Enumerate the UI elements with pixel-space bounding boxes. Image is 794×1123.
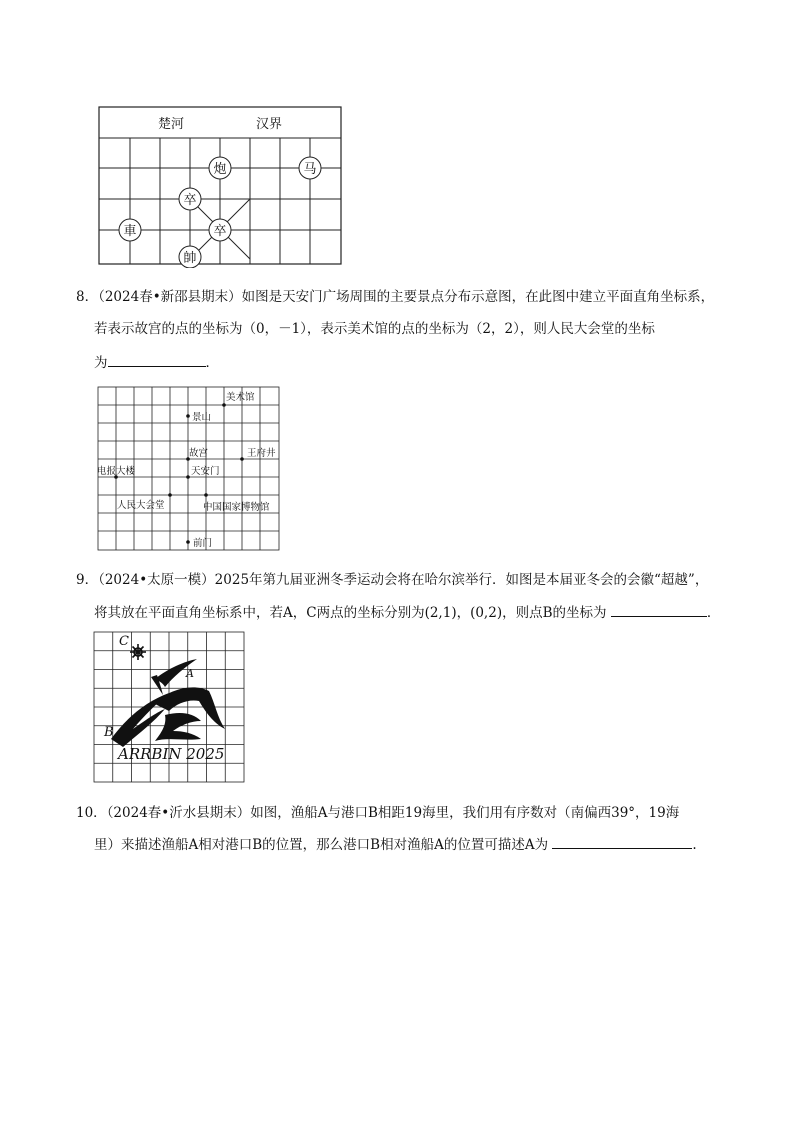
q9-line-2 [94,602,720,622]
chess-piece-zu-1-label: 卒 [183,193,197,208]
map-label-jingshan: 景山 [192,412,212,423]
logo-label-c: C [119,634,129,649]
q10-line-1 [76,804,679,822]
chess-piece-che [119,219,141,241]
map-point-meishuguan [222,403,226,407]
map-label-qianmen: 前门 [193,538,213,549]
tiananmen-map-figure [97,386,282,554]
chess-piece-pao [209,157,231,179]
chess-piece-zu-2-label: 卒 [213,224,227,239]
chess-board-figure [96,104,346,268]
map-label-meishuguan: 美术馆 [226,392,255,403]
map-point-jingshan [186,414,190,418]
chess-piece-zu-1 [179,188,201,210]
map-point-qianmen [186,540,190,544]
q10-text-2-end: . [692,837,697,853]
q8-source: （2024春•新邵县期末） [98,289,242,305]
map-label-gugong: 故宫 [189,448,209,459]
chess-piece-shuai-label: 帥 [183,251,197,266]
q9-text-2: 将其放在平面直角坐标系中，若A，C两点的坐标分别为(2,1)，(0,2)，则点B的坐标为 [94,605,607,621]
q10-text-2: 里）来描述渔船A相对港口B的位置，那么港口B相对渔船A的位置可描述A为 [94,837,549,853]
q9-text-2-end: ． [706,605,721,621]
chess-piece-pao-label: 炮 [213,162,227,177]
sun-emblem-icon [130,644,146,660]
map-label-renmin: 人民大会堂 [117,500,165,511]
q8-text-3: 为 [94,355,108,371]
q8-text-2: 若表示故宫的点的坐标为（0，－1），表示美术馆的点的坐标为（2，2），则人民大会堂的坐标 [94,321,655,337]
q8-answer-blank[interactable] [108,352,206,367]
map-point-tiananmen [186,475,190,479]
logo-label-a: A [186,667,194,680]
q9-source: （2024•太原一模） [98,572,215,588]
skater-emblem-icon [111,659,225,747]
q8-line-3 [94,352,219,372]
q9-line-1 [76,571,708,589]
chess-piece-zu-2 [209,219,231,241]
logo-caption: ARRBIN 2025 [118,745,225,763]
q10-answer-blank[interactable] [552,834,692,849]
map-point-bowuguan [204,493,208,497]
q8-line-2 [94,320,655,338]
q10-text-1: 如图，渔船A与港口B相距19海里，我们用有序数对（南偏西39°，19海 [250,805,680,821]
chess-piece-che-label: 車 [123,224,137,239]
q8-number: 8． [76,289,99,305]
map-label-wangfujing: 王府井 [247,448,276,459]
q8-line-1 [76,288,714,306]
map-label-tiananmen: 天安门 [191,466,220,477]
q10-line-2 [94,834,697,854]
chess-piece-ma [299,157,321,179]
chess-piece-ma-label: 马 [303,162,317,177]
q9-number: 9． [76,572,99,588]
q8-text-1: 如图是天安门广场周围的主要景点分布示意图，在此图中建立平面直角坐标系， [241,289,715,305]
q9-text-1: 2025年第九届亚洲冬季运动会将在哈尔滨举行．如图是本届亚冬会的会徽“超越”， [214,572,709,588]
q8-text-3-end: ． [205,355,219,371]
q10-source: （2024春•沂水县期末） [106,805,251,821]
chess-piece-shuai [179,246,201,268]
logo-label-b: B [104,725,114,740]
map-point-wangfujing [240,457,244,461]
river-left-label: 楚河 [158,117,185,132]
map-label-dianbao: 电报大楼 [97,466,136,477]
q10-number: 10． [76,805,107,821]
asian-winter-games-logo-figure [93,631,247,785]
map-point-renmin [168,493,172,497]
river-right-label: 汉界 [256,117,283,132]
q9-answer-blank[interactable] [611,602,707,617]
map-label-bowuguan: 中国国家博物馆 [203,502,270,513]
